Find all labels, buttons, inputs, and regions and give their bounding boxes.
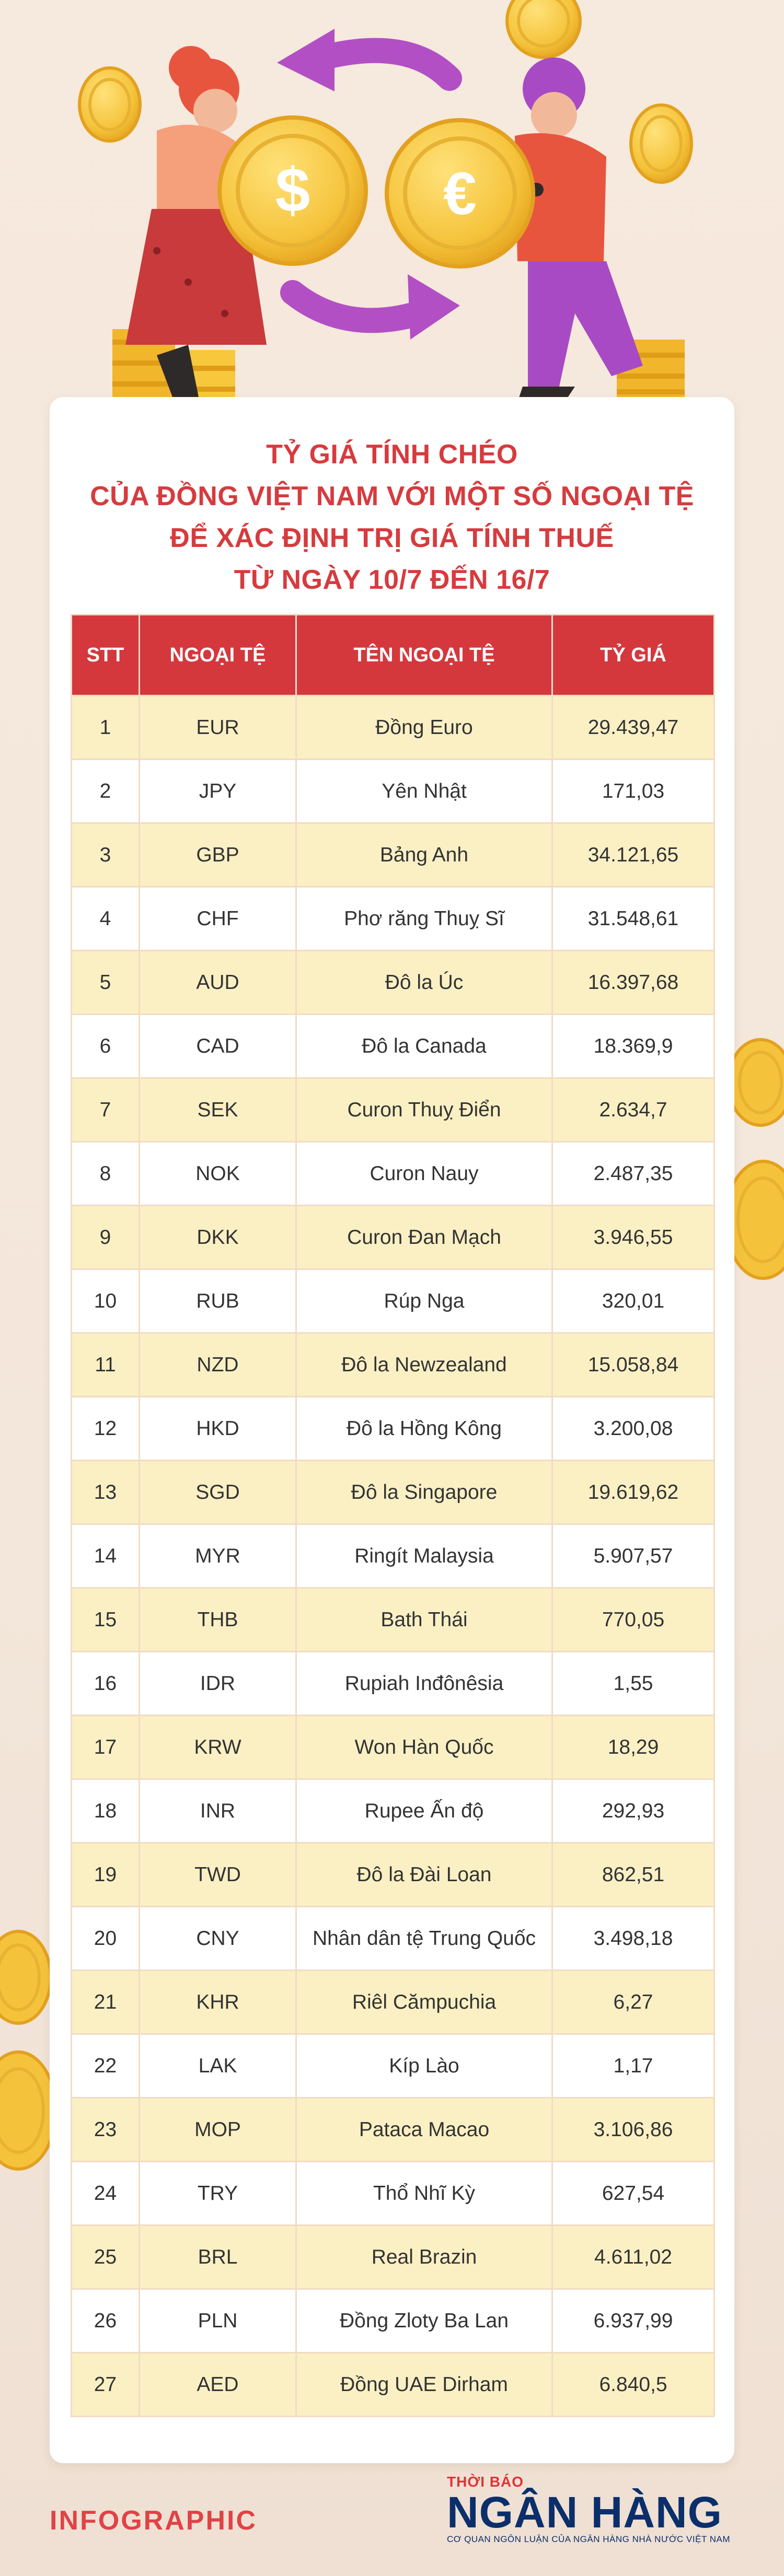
table-row <box>72 1333 714 1397</box>
table-row <box>72 1588 714 1652</box>
row-currency-name: Đô la Úc <box>296 951 552 1015</box>
table-row <box>72 2034 714 2098</box>
row-currency-code: SGD <box>140 1461 296 1524</box>
row-stt: 21 <box>72 1971 140 2034</box>
row-currency-name: Yên Nhật <box>296 760 552 823</box>
row-currency-code: PLN <box>140 2289 296 2353</box>
row-currency-code: NZD <box>140 1333 296 1397</box>
row-rate: 171,03 <box>552 760 714 823</box>
row-stt: 6 <box>72 1015 140 1078</box>
row-currency-name: Đồng Euro <box>296 696 552 760</box>
row-currency-name: Riêl Cămpuchia <box>296 1971 552 2034</box>
row-currency-name: Đô la Singapore <box>296 1461 552 1524</box>
row-currency-name: Pataca Macao <box>296 2098 552 2162</box>
row-currency-name: Curon Đan Mạch <box>296 1206 552 1269</box>
logo-sub-text: CƠ QUAN NGÔN LUẬN CỦA NGÂN HÀNG NHÀ NƯỚC VIỆT NAM <box>447 2534 731 2544</box>
row-currency-code: INR <box>140 1779 296 1843</box>
coin-icon <box>507 0 580 57</box>
row-stt: 23 <box>72 2098 140 2162</box>
row-rate: 2.487,35 <box>552 1142 714 1206</box>
row-currency-code: EUR <box>140 696 296 760</box>
row-currency-code: KHR <box>140 1971 296 2034</box>
dollar-symbol: $ <box>275 155 310 225</box>
row-stt: 1 <box>72 696 140 760</box>
row-stt: 27 <box>72 2353 140 2417</box>
row-stt: 20 <box>72 1907 140 1971</box>
table-row <box>72 2353 714 2417</box>
row-currency-code: CHF <box>140 887 296 951</box>
row-currency-name: Đồng Zloty Ba Lan <box>296 2289 552 2353</box>
row-currency-code: IDR <box>140 1652 296 1716</box>
table-row <box>72 1716 714 1779</box>
row-currency-name: Rupiah Inđônêsia <box>296 1652 552 1716</box>
table-row <box>72 1142 714 1206</box>
row-currency-code: LAK <box>140 2034 296 2098</box>
coin-icon <box>631 105 691 182</box>
row-currency-code: MOP <box>140 2098 296 2162</box>
row-rate: 862,51 <box>552 1843 714 1907</box>
table-row <box>72 2162 714 2225</box>
euro-symbol: € <box>443 160 477 227</box>
row-currency-name: Ringít Malaysia <box>296 1524 552 1588</box>
row-stt: 8 <box>72 1142 140 1206</box>
row-currency-code: CNY <box>140 1907 296 1971</box>
table-row <box>72 823 714 887</box>
row-currency-code: RUB <box>140 1269 296 1333</box>
header-stt: STT <box>72 615 140 696</box>
row-rate: 320,01 <box>552 1269 714 1333</box>
row-currency-code: NOK <box>140 1142 296 1206</box>
row-rate: 34.121,65 <box>552 823 714 887</box>
row-currency-code: MYR <box>140 1524 296 1588</box>
publisher-logo <box>447 2474 740 2552</box>
row-stt: 22 <box>72 2034 140 2098</box>
row-stt: 16 <box>72 1652 140 1716</box>
row-rate: 4.611,02 <box>552 2225 714 2289</box>
row-rate: 2.634,7 <box>552 1078 714 1142</box>
row-rate: 1,17 <box>552 2034 714 2098</box>
row-rate: 3.106,86 <box>552 2098 714 2162</box>
row-currency-code: JPY <box>140 760 296 823</box>
table-row <box>72 1461 714 1524</box>
row-currency-name: Đồng UAE Dirham <box>296 2353 552 2417</box>
row-rate: 6,27 <box>552 1971 714 2034</box>
dollar-coin-icon <box>220 118 366 264</box>
table-row <box>72 1078 714 1142</box>
row-rate: 6.840,5 <box>552 2353 714 2417</box>
header-currency-code: NGOẠI TỆ <box>140 615 296 696</box>
table-row <box>72 887 714 951</box>
row-currency-name: Bath Thái <box>296 1588 552 1652</box>
table-row <box>72 1907 714 1971</box>
row-stt: 18 <box>72 1779 140 1843</box>
exchange-rate-table <box>71 614 715 2417</box>
row-currency-name: Kíp Lào <box>296 2034 552 2098</box>
table-row <box>72 2098 714 2162</box>
row-currency-name: Rupee Ấn độ <box>296 1779 552 1843</box>
table-row <box>72 1397 714 1461</box>
row-rate: 292,93 <box>552 1779 714 1843</box>
row-currency-code: SEK <box>140 1078 296 1142</box>
row-stt: 13 <box>72 1461 140 1524</box>
euro-coin-icon <box>387 120 533 266</box>
row-stt: 9 <box>72 1206 140 1269</box>
row-rate: 31.548,61 <box>552 887 714 951</box>
row-rate: 19.619,62 <box>552 1461 714 1524</box>
row-currency-name: Won Hàn Quốc <box>296 1716 552 1779</box>
row-currency-name: Curon Nauy <box>296 1142 552 1206</box>
row-currency-name: Đô la Hồng Kông <box>296 1397 552 1461</box>
logo-main-text: NGÂN HÀNG <box>447 2488 722 2537</box>
title-line-4: TỪ NGÀY 10/7 ĐẾN 16/7 <box>234 565 550 595</box>
row-currency-name: Nhân dân tệ Trung Quốc <box>296 1907 552 1971</box>
row-stt: 10 <box>72 1269 140 1333</box>
row-rate: 29.439,47 <box>552 696 714 760</box>
table-row <box>72 1524 714 1588</box>
row-stt: 15 <box>72 1588 140 1652</box>
row-currency-code: CAD <box>140 1015 296 1078</box>
row-rate: 770,05 <box>552 1588 714 1652</box>
table-row <box>72 1269 714 1333</box>
coin-icon <box>0 1928 52 2027</box>
table-row <box>72 1206 714 1269</box>
table-body <box>72 696 714 2417</box>
row-stt: 26 <box>72 2289 140 2353</box>
row-currency-code: GBP <box>140 823 296 887</box>
row-currency-name: Đô la Đài Loan <box>296 1843 552 1907</box>
row-currency-code: TWD <box>140 1843 296 1907</box>
row-stt: 4 <box>72 887 140 951</box>
header-currency-name: TÊN NGOẠI TỆ <box>296 615 552 696</box>
table-row <box>72 760 714 823</box>
row-currency-name: Rúp Nga <box>296 1269 552 1333</box>
row-currency-name: Phơ răng Thuỵ Sĩ <box>296 887 552 951</box>
row-rate: 5.907,57 <box>552 1524 714 1588</box>
hero-illustration <box>0 0 784 402</box>
table-row <box>72 696 714 760</box>
row-stt: 7 <box>72 1078 140 1142</box>
table-row <box>72 1843 714 1907</box>
table-row <box>72 2289 714 2353</box>
row-rate: 6.937,99 <box>552 2289 714 2353</box>
row-currency-code: HKD <box>140 1397 296 1461</box>
row-currency-code: AUD <box>140 951 296 1015</box>
row-currency-name: Đô la Canada <box>296 1015 552 1078</box>
row-stt: 24 <box>72 2162 140 2225</box>
row-rate: 18,29 <box>552 1716 714 1779</box>
row-stt: 25 <box>72 2225 140 2289</box>
row-currency-code: DKK <box>140 1206 296 1269</box>
row-currency-code: KRW <box>140 1716 296 1779</box>
infographic-label: INFOGRAPHIC <box>50 2505 257 2536</box>
row-currency-name: Thổ Nhĩ Kỳ <box>296 2162 552 2225</box>
row-stt: 12 <box>72 1397 140 1461</box>
row-currency-name: Bảng Anh <box>296 823 552 887</box>
row-currency-code: TRY <box>140 2162 296 2225</box>
row-stt: 2 <box>72 760 140 823</box>
row-stt: 14 <box>72 1524 140 1588</box>
row-currency-name: Real Brazin <box>296 2225 552 2289</box>
row-currency-name: Curon Thuỵ Điển <box>296 1078 552 1142</box>
row-currency-code: AED <box>140 2353 296 2417</box>
table-row <box>72 1652 714 1716</box>
table-header-row <box>72 615 714 696</box>
row-rate: 1,55 <box>552 1652 714 1716</box>
row-stt: 11 <box>72 1333 140 1397</box>
row-currency-name: Đô la Newzealand <box>296 1333 552 1397</box>
title-line-1: TỶ GIÁ TÍNH CHÉO <box>266 439 518 470</box>
row-currency-code: THB <box>140 1588 296 1652</box>
table-row <box>72 1015 714 1078</box>
exchange-arrow-icon <box>293 274 460 340</box>
person-icon <box>507 57 643 402</box>
page-title <box>50 434 734 601</box>
row-rate: 18.369,9 <box>552 1015 714 1078</box>
row-stt: 17 <box>72 1716 140 1779</box>
exchange-arrow-icon <box>277 29 449 91</box>
rate-card <box>50 397 734 2463</box>
row-currency-code: BRL <box>140 2225 296 2289</box>
row-rate: 627,54 <box>552 2162 714 2225</box>
title-line-3: ĐỂ XÁC ĐỊNH TRỊ GIÁ TÍNH THUẾ <box>170 523 614 553</box>
table-row <box>72 1971 714 2034</box>
logo-top-text: THỜI BÁO <box>447 2474 524 2490</box>
row-stt: 3 <box>72 823 140 887</box>
row-rate: 16.397,68 <box>552 951 714 1015</box>
table-row <box>72 2225 714 2289</box>
title-line-2: CỦA ĐỒNG VIỆT NAM VỚI MỘT SỐ NGOẠI TỆ <box>90 481 694 511</box>
header-rate: TỶ GIÁ <box>552 615 714 696</box>
row-rate: 3.200,08 <box>552 1397 714 1461</box>
row-rate: 3.946,55 <box>552 1206 714 1269</box>
row-stt: 19 <box>72 1843 140 1907</box>
table-row <box>72 951 714 1015</box>
row-stt: 5 <box>72 951 140 1015</box>
coin-icon <box>0 2048 57 2173</box>
coin-icon <box>79 68 140 141</box>
row-rate: 3.498,18 <box>552 1907 714 1971</box>
row-rate: 15.058,84 <box>552 1333 714 1397</box>
table-row <box>72 1779 714 1843</box>
